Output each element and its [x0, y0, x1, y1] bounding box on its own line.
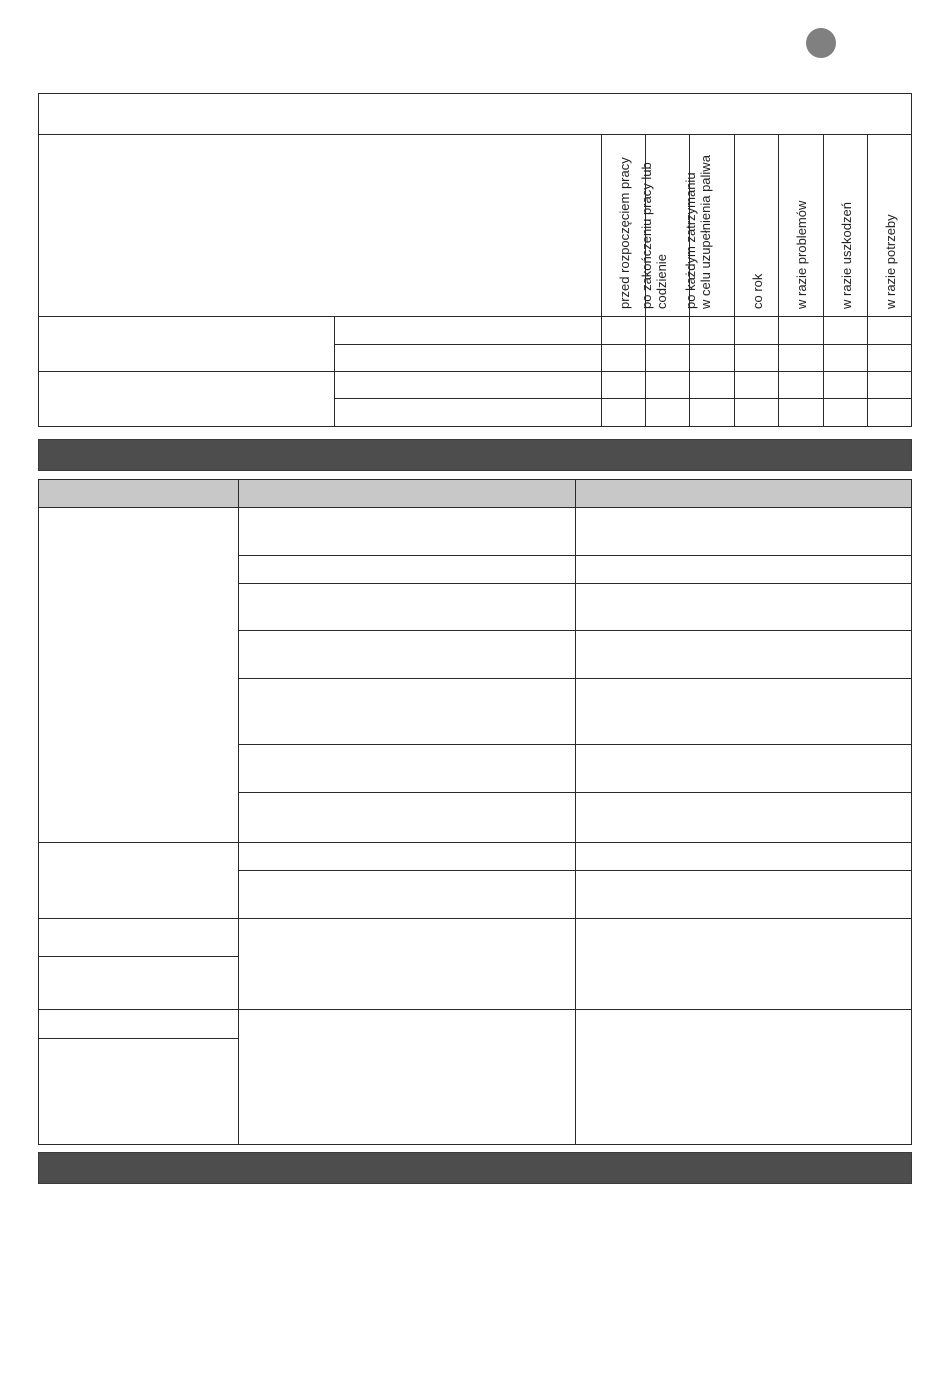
remedy-cell [575, 842, 912, 871]
schedule-col-line [867, 317, 868, 426]
schedule-group-1 [39, 317, 335, 372]
remedy-cell [575, 678, 912, 745]
section-header-bar [38, 1152, 912, 1184]
schedule-row [335, 317, 911, 345]
schedule-col-line [601, 317, 602, 426]
cause-cell [238, 507, 576, 556]
problem-cell [38, 1038, 239, 1145]
cause-cell [238, 842, 576, 871]
schedule-row [335, 372, 911, 399]
remedy-cell [575, 918, 912, 1010]
schedule-col-line [778, 317, 779, 426]
cause-cell [238, 630, 576, 679]
problem-cell [38, 956, 239, 1010]
remedy-cell [575, 744, 912, 793]
remedy-cell [575, 792, 912, 843]
schedule-col-line [823, 317, 824, 426]
remedy-cell [575, 1009, 912, 1145]
remedy-cell [575, 630, 912, 679]
cause-cell [238, 583, 576, 631]
problem-cell [38, 507, 239, 843]
column-label: w razie problemów [794, 200, 809, 309]
column-label: po każdym zatrzymaniu w celu uzupełnienia paliwa [683, 155, 713, 309]
problem-cell [38, 842, 239, 919]
remedy-cell [575, 870, 912, 919]
schedule-col-po-kazdym-zatrzymaniu [683, 135, 734, 316]
schedule-col-line [689, 317, 690, 426]
schedule-col-w-razie-uszkodzen [823, 135, 867, 316]
schedule-col-line [734, 317, 735, 426]
troubleshooting-header-cell [238, 479, 576, 508]
column-label: po zakończeniu pracy lub codzienie [638, 162, 669, 309]
cause-cell [238, 555, 576, 584]
cause-cell [238, 918, 576, 1010]
troubleshooting-table [38, 479, 912, 1145]
schedule-col-w-razie-problemow [778, 135, 823, 316]
troubleshooting-header-cell [575, 479, 912, 508]
troubleshooting-header-cell [38, 479, 239, 508]
maintenance-schedule-table [38, 93, 912, 427]
cause-cell [238, 744, 576, 793]
remedy-cell [575, 583, 912, 631]
cause-cell [238, 792, 576, 843]
schedule-body [39, 317, 911, 426]
page-number-marker [806, 28, 836, 58]
schedule-header-row [39, 135, 911, 317]
problem-cell [38, 918, 239, 957]
cause-cell [238, 1009, 576, 1145]
column-label: w razie potrzeby [882, 214, 898, 309]
schedule-row [335, 345, 911, 372]
section-header-bar [38, 439, 912, 471]
problem-cell [38, 1009, 239, 1039]
remedy-cell [575, 507, 912, 556]
schedule-title-row [39, 94, 911, 135]
schedule-col-w-razie-potrzeby [867, 135, 911, 316]
column-label: przed rozpoczęciem pracy [616, 157, 632, 309]
remedy-cell [575, 555, 912, 584]
schedule-col-line [645, 317, 646, 426]
schedule-group-2 [39, 372, 335, 426]
cause-cell [238, 870, 576, 919]
schedule-row [335, 399, 911, 426]
schedule-col-co-rok [734, 135, 778, 316]
cause-cell [238, 678, 576, 745]
column-label: co rok [749, 273, 765, 309]
column-label: w razie uszkodzeń [838, 202, 854, 309]
